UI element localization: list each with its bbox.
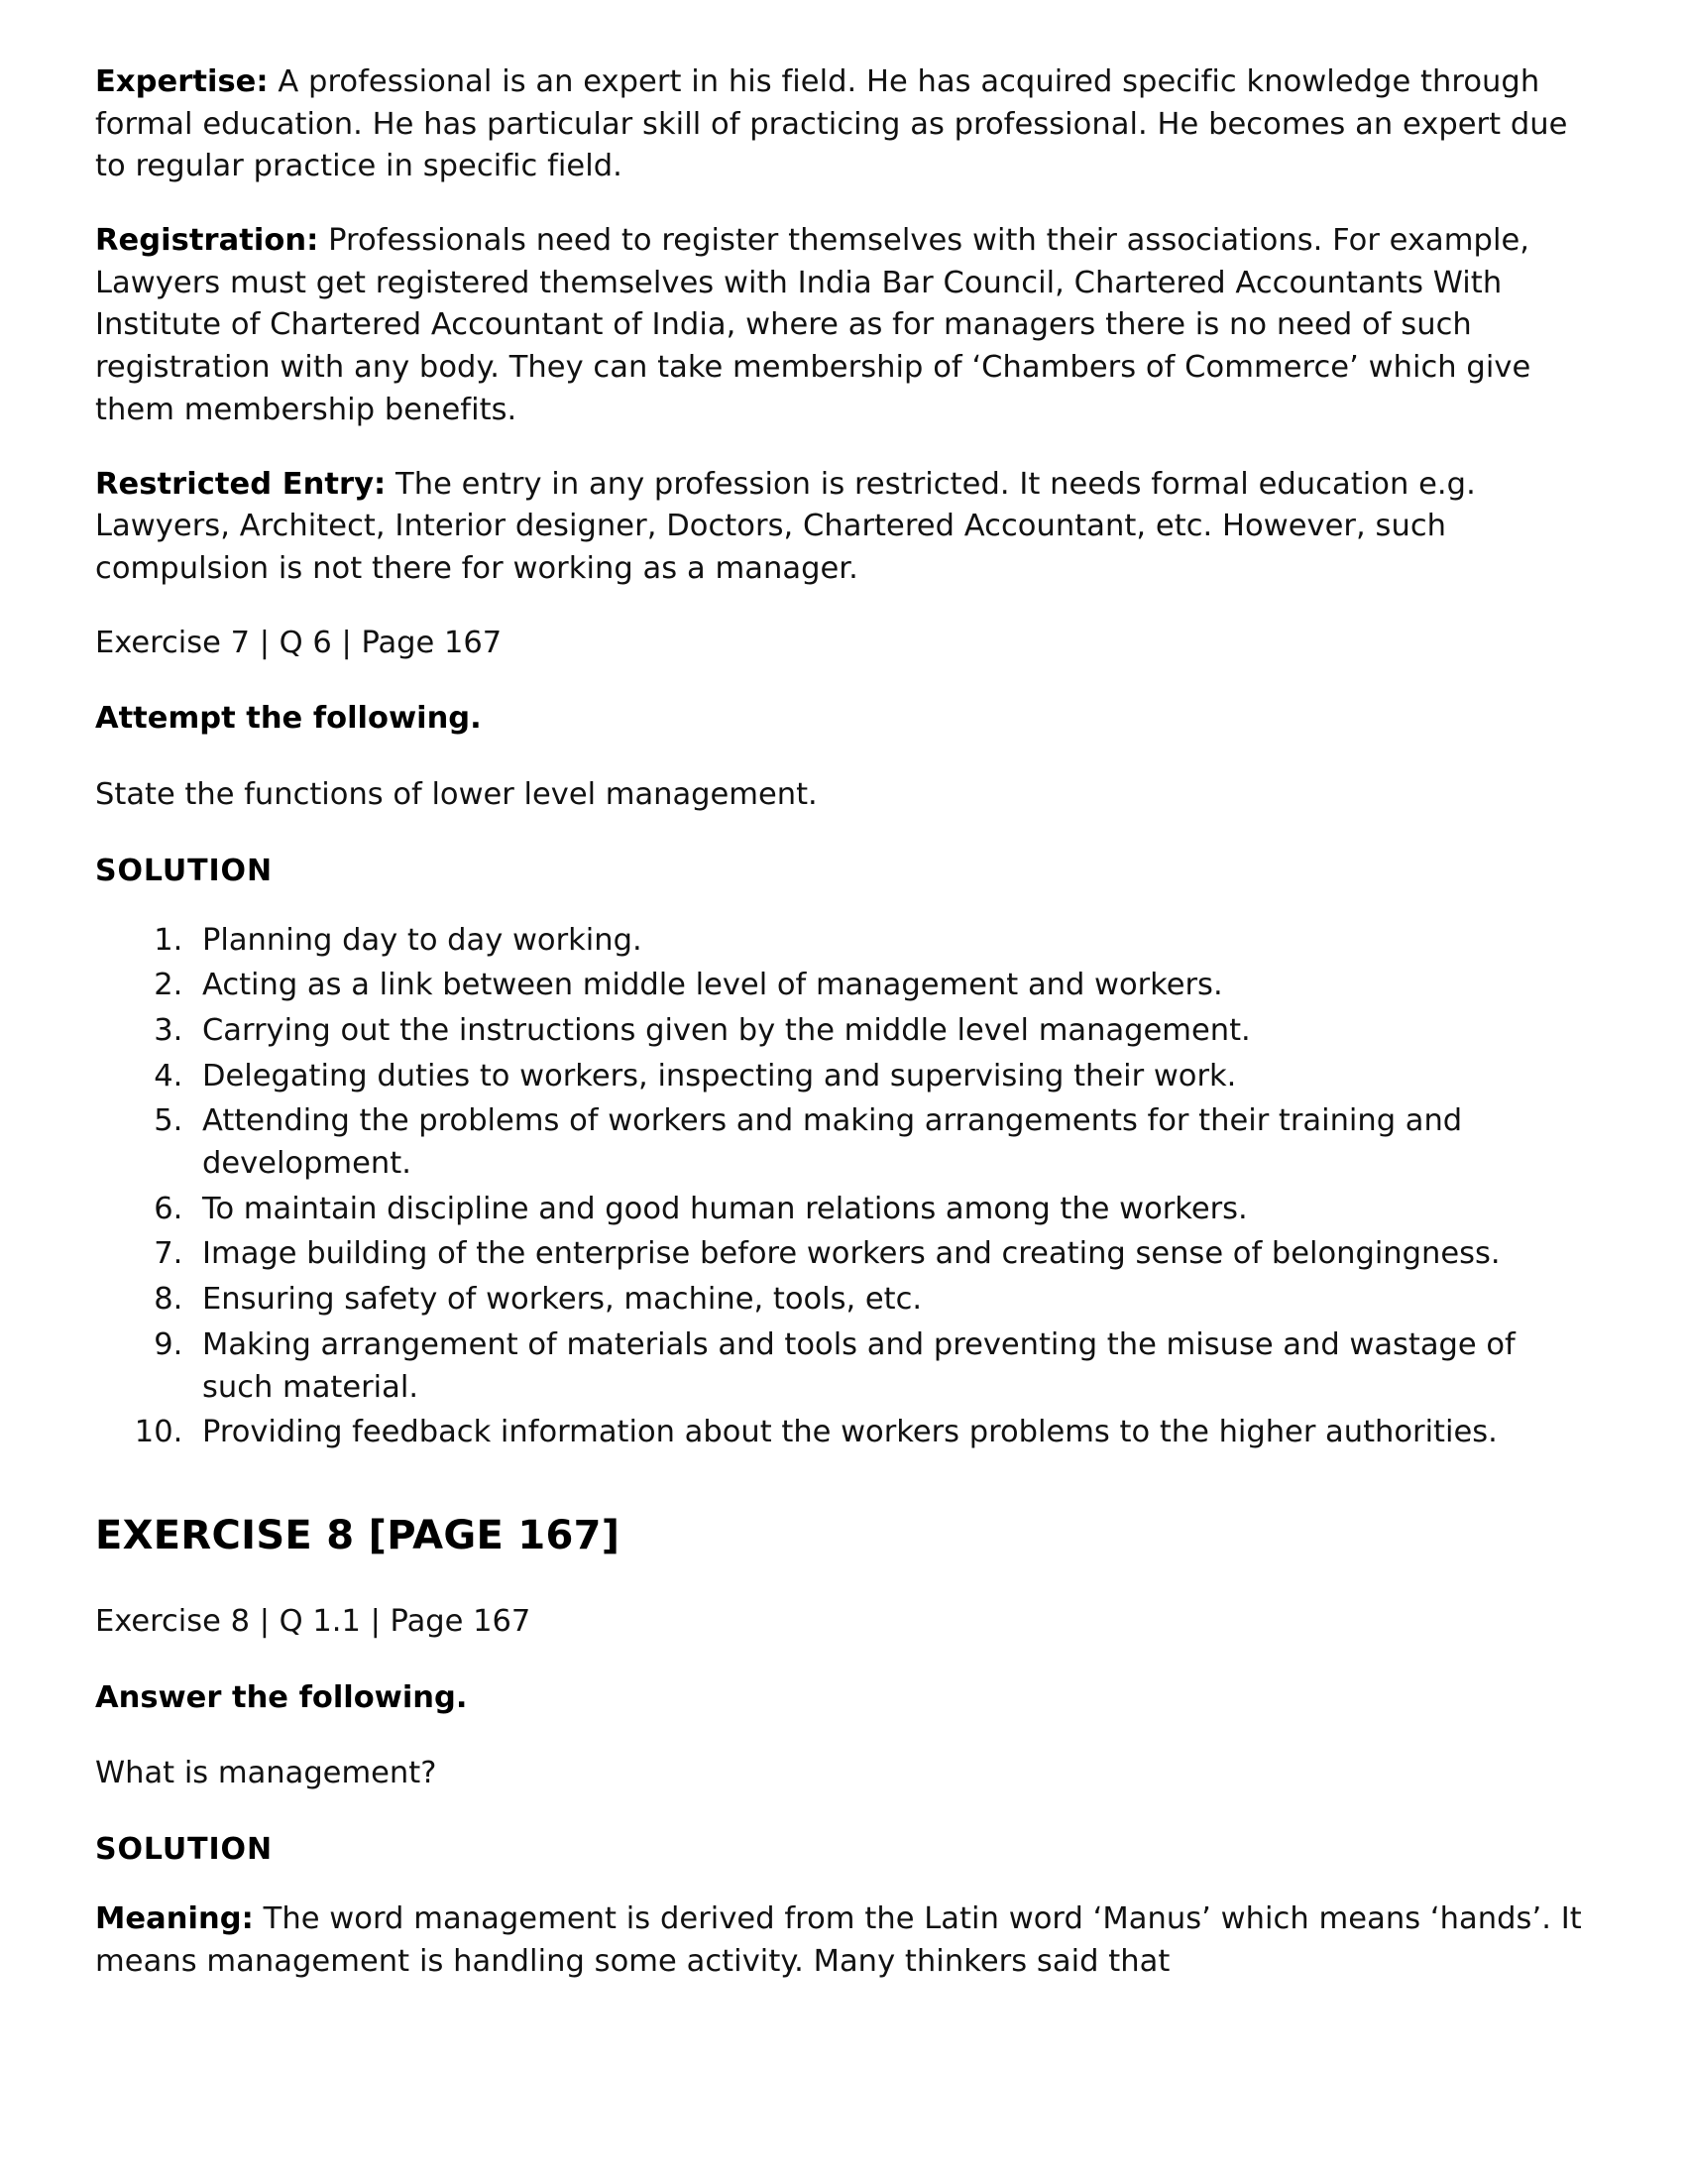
instruction-attempt-following: Attempt the following. [95, 701, 482, 737]
list-item: 8. Ensuring safety of workers, machine, tools, etc. [192, 1279, 1592, 1322]
paragraph-registration-body: Professionals need to register themselves with their associations. For example, Lawyers must get registered themselves with India Bar Council, Chartered Accountants With Institute of Chartered Accountant of India, where as for managers there is no need of such registration with any body. They can take membership of ‘Chambers of Commerce’ which give them membership benefits. [95, 223, 1531, 427]
list-item: 6. To maintain discipline and good human relations among the workers. [192, 1189, 1592, 1231]
question-text-q6: State the functions of lower level management. [95, 776, 818, 812]
paragraph-expertise-lead: Expertise: [95, 64, 269, 99]
paragraph-restricted-entry-lead: Restricted Entry: [95, 466, 387, 502]
list-item: 3. Carrying out the instructions given by the middle level management. [192, 1010, 1592, 1053]
section-heading-exercise-8: EXERCISE 8 [PAGE 167] [95, 1512, 620, 1558]
paragraph-expertise [95, 61, 1592, 188]
list-item: 1. Planning day to day working. [192, 920, 1592, 963]
paragraph-restricted-entry-body: The entry in any profession is restricted. It needs formal education e.g. Lawyers, Architect, Interior designer, Doctors, Chartered Accountant, etc. However, such compulsion is not there for working as a manager. [95, 466, 1476, 586]
list-item: 5. Attending the problems of workers and making arrangements for their training and development. [192, 1100, 1592, 1185]
list-item: 10. Providing feedback information about the workers problems to the higher authorities. [192, 1412, 1592, 1454]
solution-label-q6: SOLUTION [95, 853, 273, 888]
paragraph-meaning-lead: Meaning: [95, 1900, 254, 1936]
list-item: 7. Image building of the enterprise before workers and creating sense of belongingness. [192, 1233, 1592, 1276]
paragraph-meaning-body: The word management is derived from the Latin word ‘Manus’ which means ‘hands’. It means management is handling some activity. Many thinkers said that [95, 1900, 1582, 1979]
paragraph-registration [95, 220, 1592, 431]
exercise-reference-q6: Exercise 7 | Q 6 | Page 167 [95, 625, 503, 660]
list-item: 2. Acting as a link between middle level of management and workers. [192, 965, 1592, 1007]
list-item: 9. Making arrangement of materials and tools and preventing the misuse and wastage of such material. [192, 1324, 1592, 1409]
paragraph-expertise-body: A professional is an expert in his field. He has acquired specific knowledge through formal education. He has particular skill of practicing as professional. He becomes an expert due to regular practice in specific field. [95, 64, 1568, 184]
paragraph-meaning [95, 1898, 1592, 1983]
instruction-answer-following: Answer the following. [95, 1679, 468, 1715]
list-item: 4. Delegating duties to workers, inspecting and supervising their work. [192, 1056, 1592, 1098]
page-content [95, 61, 1592, 1983]
exercise-reference-q11: Exercise 8 | Q 1.1 | Page 167 [95, 1603, 531, 1639]
solution-label-q11: SOLUTION [95, 1831, 273, 1867]
paragraph-restricted-entry [95, 464, 1592, 591]
solution-list-q6 [95, 920, 1592, 1454]
paragraph-registration-lead: Registration: [95, 223, 319, 259]
question-text-q11: What is management? [95, 1756, 437, 1791]
